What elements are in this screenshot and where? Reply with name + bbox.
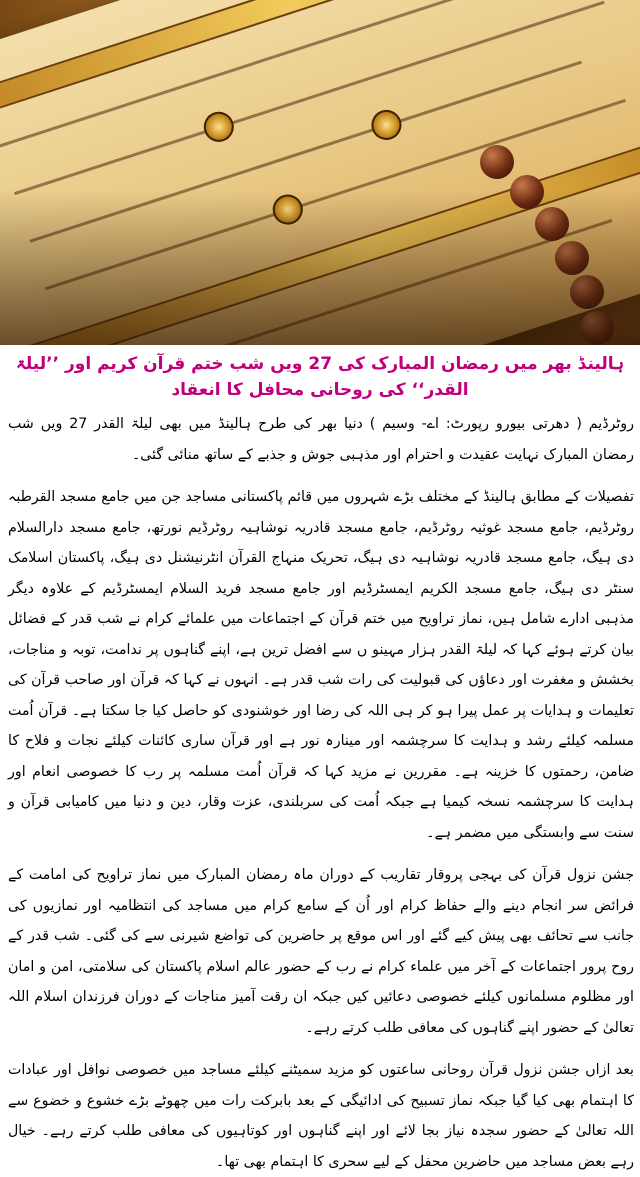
article-paragraph: بعد ازاں جشن نزول قرآن روحانی ساعتوں کو مزید سمیٹنے کیلئے مساجد میں خصوصی نوافل اور عبادات کا اہتمام بھی کیا گیا جبکہ نماز تسبیح کی ادائیگی کے بعد بابرکت رات میں چھوٹے بڑے خشوع و خضوع سے اللہ تعالیٰ کے حضور سجدہ نیاز بجا لائے اور اپنے گناہوں اور کوتاہیوں کی معافی طلب کرتے رہے۔ خیال رہے بعض مساجد میں حاضرین محفل کے لیے سحری کا اہتمام بھی تھا۔ — [8, 1062, 634, 1170]
quran-page-photo — [0, 0, 640, 345]
article-headline: ہالینڈ بھر میں رمضان المبارک کی 27 ویں شب ختم قرآن کریم اور ’’لیلۃ القدر‘‘ کی روحانی محافل کا انعقاد — [15, 354, 625, 400]
article-body — [0, 409, 640, 1177]
article-paragraph: تفصیلات کے مطابق ہالینڈ کے مختلف بڑے شہروں میں قائم پاکستانی مساجد جن میں جامع مسجد القرطبہ روٹرڈیم، جامع مسجد غوثیہ روٹرڈیم، جامع مسجد قادریہ نوشاہیہ روٹرڈیم نورتھ، جامع مسجد دارالسلام دی ہیگ، جامع مسجد قادریہ نوشاہیہ دی ہیگ، تحریک منہاج القرآن انٹرنیشنل دی ہیگ، پاکستان اسلامک سنٹر دی ہیگ، جامع مسجد الکریم ایمسٹرڈیم اور جامع مسجد فرید السلام ایمسٹرڈیم کے علاوہ دیگر مذہبی ادارے شامل ہیں، نماز تراویح میں ختم قرآن کے اجتماعات میں علمائے کرام نے شب قدر کے فضائل بیان کرتے ہوئے کہا کہ لیلۃ القدر ہزار مہینو ں سے افضل ترین ہے، اپنے گناہوں پر ندامت، توبہ و مناجات، بخشش و مغفرت اور دعاؤں کی قبولیت کی رات شب قدر ہے۔ انہوں نے کہا کہ قرآن اور صاحب قرآن کی تعلیمات و ہدایات پر عمل پیرا ہو کر ہی اللہ کی رضا اور خوشنودی کو حاصل کیا جا سکتا ہے۔ قرآن اُمت مسلمہ کیلئے رشد و ہدایت کا سرچشمہ اور مینارہ نور ہے اور قرآن ساری کائنات کیلئے نجات و فلاح کا ضامن، رحمتوں کا خزینہ ہے۔ مقررین نے مزید کہا کہ قرآن اُمت مسلمہ پر رب کا خصوصی انعام اور ہدایت کا سرچشمہ نسخہ کیمیا ہے جبکہ اُمت کی سربلندی، عزت وقار، دین و دنیا میں کامیابی قرآن و سنت سے وابستگی میں مضمر ہے۔ — [8, 489, 634, 841]
article-paragraph: روٹرڈیم ( دھرتی بیورو رپورٹ: اے- وسیم ) دنیا بھر کی طرح ہالینڈ میں بھی لیلۃ القدر 27 ویں شب رمضان المبارک نہایت عقیدت و احترام اور مذہبی جوش و جذبے کے ساتھ منائی گئی۔ — [8, 416, 634, 463]
article-paragraph: جشن نزول قرآن کی بہجی پروقار تقاریب کے دوران ماہ رمضان المبارک میں نماز تراویح کی امامت کے فرائض سر انجام دینے والے حفاظ کرام اور اُن کے سامع کرام میں مساجد کی انتظامیہ اور نمازیوں کی جانب سے تحائف بھی پیش کیے گئے اور اس موقع پر حاضرین کی تواضع شیرنی سے کی گئی۔ شب قدر کے روح پرور اجتماعات کے آخر میں علماء کرام نے رب کے حضور عالم اسلام پاکستان کی سلامتی، امن و امان اور مظلوم مسلمانوں کیلئے خصوصی دعائیں کیں جبکہ ان رقت آمیز مناجات کے دوران فرزندان اسلام اللہ تعالیٰ کے حضور اپنے گناہوں کی معافی طلب کرتے رہے۔ — [8, 867, 634, 1036]
